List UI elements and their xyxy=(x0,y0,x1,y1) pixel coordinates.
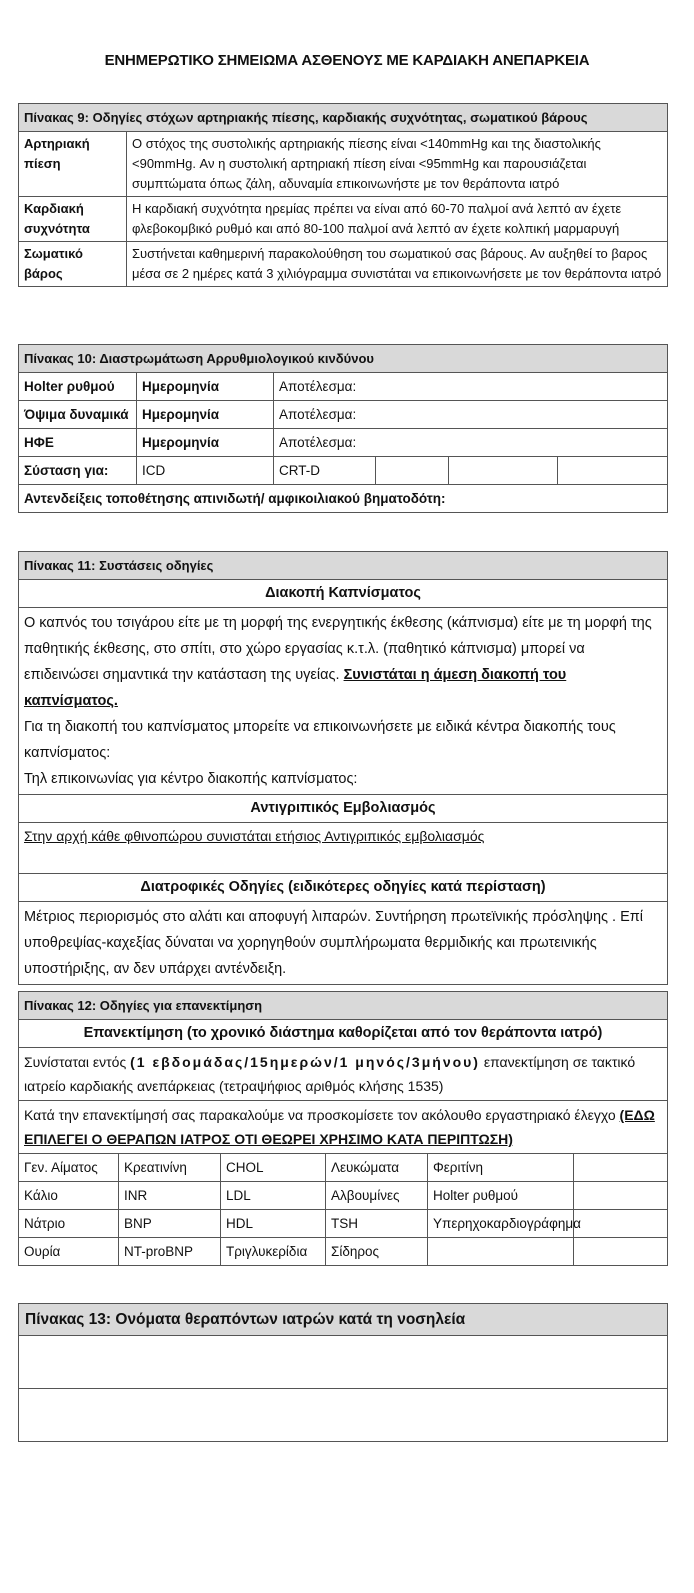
lab-cell[interactable]: NT-proBNP xyxy=(119,1238,221,1266)
lab-cell[interactable]: Κρεατινίνη xyxy=(119,1154,221,1182)
result-field[interactable]: Αποτέλεσμα: xyxy=(274,373,668,401)
lab-cell[interactable] xyxy=(428,1238,574,1266)
recheck-options[interactable]: (1 εβδομάδας/15ημερών/1 μηνός/3μήνου) xyxy=(130,1054,480,1070)
table-row xyxy=(19,373,668,401)
flu-text: Στην αρχή κάθε φθινοπώρου συνιστάται ετήσιος Αντιγριπικός εμβολιασμός xyxy=(24,828,485,844)
lab-cell[interactable]: CHOL xyxy=(221,1154,326,1182)
row-text: Η καρδιακή συχνότητα ηρεμίας πρέπει να είναι από 60-70 παλμοί ανά λεπτό αν έχετε φλεβοκομβικό ρυθμό και από 80-100 παλμοί ανά λεπτό αν έχετε κολπική μαρμαρυγή xyxy=(127,197,668,242)
contraindications-label: Αντενδείξεις τοποθέτησης απινιδωτή/ αμφικοιλιακού βηματοδότη: xyxy=(19,485,668,513)
smoking-emphasis: Συνιστάται η άμεση διακοπή του καπνίσματος. xyxy=(24,667,567,709)
blank-cell[interactable] xyxy=(449,457,558,485)
table-row xyxy=(19,1182,668,1210)
lab-cell[interactable]: Φεριτίνη xyxy=(428,1154,574,1182)
flu-title: Αντιγριπικός Εμβολιασμός xyxy=(19,795,668,823)
table-row xyxy=(19,429,668,457)
row-label: Καρδιακή συχνότητα xyxy=(19,197,127,242)
date-label: Ημερομηνία xyxy=(137,401,274,429)
diet-title: Διατροφικές Οδηγίες (ειδικότερες οδηγίες κατά περίσταση) xyxy=(19,874,668,902)
smoking-text: Ο καπνός του τσιγάρου είτε με τη μορφή της ενεργητικής έκθεσης (κάπνισμα) είτε με τη μορφή της παθητικής έκθεσης, στο σπίτι, στο χώρο εργασίας κ.τ.λ. (παθητικό κάπνισμα) μπορεί να επιδεινώσει σημαντικά την κατάσταση της υγείας. xyxy=(24,615,652,683)
lab-cell[interactable] xyxy=(574,1210,668,1238)
lab-cell[interactable]: TSH xyxy=(326,1210,428,1238)
recheck-prefix: Συνίσταται εντός xyxy=(24,1054,127,1070)
document-title: ΕΝΗΜΕΡΩΤΙΚΟ ΣΗΜΕΙΩΜΑ ΑΣΘΕΝΟΥΣ ΜΕ ΚΑΡΔΙΑΚΗ ΑΝΕΠΑΡΚΕΙΑ xyxy=(104,52,590,69)
lab-cell[interactable]: Υπερηχοκαρδιογράφημα xyxy=(428,1210,574,1238)
lab-cell[interactable]: Λευκώματα xyxy=(326,1154,428,1182)
lab-note: (ΕΔΩ ΕΠΙΛΕΓΕΙ Ο ΘΕΡΑΠΩΝ ΙΑΤΡΟΣ ΟΤΙ ΘΕΩΡΕΙ ΧΡΗΣΙΜΟ ΚΑΤΑ ΠΕΡΙΠΤΩΣΗ) xyxy=(24,1107,655,1147)
table-row xyxy=(19,1210,668,1238)
row-label: Σωματικό βάρος xyxy=(19,242,127,287)
table-13-header: Πίνακας 13: Ονόματα θεραπόντων ιατρών κατά τη νοσηλεία xyxy=(19,1304,668,1336)
smoking-section xyxy=(19,608,668,795)
lab-cell[interactable] xyxy=(574,1154,668,1182)
date-label: Ημερομηνία xyxy=(137,429,274,457)
physician-name-field[interactable] xyxy=(19,1336,668,1389)
table-row xyxy=(19,401,668,429)
lab-cell[interactable]: Αλβουμίνες xyxy=(326,1182,428,1210)
blank-cell[interactable] xyxy=(376,457,449,485)
table-row xyxy=(19,242,668,287)
table-row xyxy=(19,132,668,197)
row-label: Αρτηριακή πίεση xyxy=(19,132,127,197)
table-row xyxy=(19,1154,668,1182)
lab-cell[interactable] xyxy=(574,1238,668,1266)
recommendation-label: Σύσταση για: xyxy=(19,457,137,485)
reassessment-subtitle: Επανεκτίμηση (το χρονικό διάστημα καθορίζεται από τον θεράποντα ιατρό) xyxy=(19,1020,668,1048)
lab-cell[interactable]: Νάτριο xyxy=(19,1210,119,1238)
table-row xyxy=(19,197,668,242)
table-10-arrhythmia-risk xyxy=(18,344,668,513)
row-text: Ο στόχος της συστολικής αρτηριακής πίεσης είναι <140mmHg και της διαστολικής <90mmHg. Αν η συστολική αρτηριακή πίεση είναι <95mmHg και παρουσιάζεται συμπτώματα όπως ζάλη, αδυναμία επικοινωνήστε με τον θεράποντα ιατρό xyxy=(127,132,668,197)
flu-section xyxy=(19,823,668,874)
blank-cell[interactable] xyxy=(558,457,668,485)
lab-cell[interactable]: BNP xyxy=(119,1210,221,1238)
table-13-physicians xyxy=(18,1303,668,1442)
diet-text: Μέτριος περιορισμός στο αλάτι και αποφυγή λιπαρών. Συντήρηση πρωτεϊνικής πρόσληψης . Επί υποθρεψίας-καχεξίας δύναται να χορηγηθούν συμπλήρωματα θερμιδικής και πρωτεινικής υποστήριξης, αν δεν υπάρχει αντένδειξη. xyxy=(19,902,668,985)
lab-section xyxy=(19,1101,668,1154)
table-12-reassessment xyxy=(18,991,668,1266)
table-row xyxy=(19,457,668,485)
test-name: Όψιμα δυναμικά xyxy=(19,401,137,429)
physician-name-field[interactable] xyxy=(19,1389,668,1442)
table-9-targets xyxy=(18,103,668,287)
date-label: Ημερομηνία xyxy=(137,373,274,401)
lab-cell[interactable]: Σίδηρος xyxy=(326,1238,428,1266)
table-10-header: Πίνακας 10: Διαστρωμάτωση Αρρυθμιολογικού κινδύνου xyxy=(19,345,668,373)
lab-cell[interactable]: LDL xyxy=(221,1182,326,1210)
lab-cell[interactable]: Ουρία xyxy=(19,1238,119,1266)
option-icd[interactable]: ICD xyxy=(137,457,274,485)
lab-cell[interactable]: Κάλιο xyxy=(19,1182,119,1210)
table-11-header: Πίνακας 11: Συστάσεις οδηγίες xyxy=(19,552,668,580)
lab-cell[interactable]: Holter ρυθμού xyxy=(428,1182,574,1210)
table-12-header: Πίνακας 12: Οδηγίες για επανεκτίμηση xyxy=(19,992,668,1020)
table-11-recommendations xyxy=(18,551,668,985)
smoking-title: Διακοπή Καπνίσματος xyxy=(19,580,668,608)
test-name: Holter ρυθμού xyxy=(19,373,137,401)
lab-cell[interactable]: INR xyxy=(119,1182,221,1210)
lab-cell[interactable]: HDL xyxy=(221,1210,326,1238)
lab-cell[interactable] xyxy=(574,1182,668,1210)
row-text: Συστήνεται καθημερινή παρακολούθηση του σωματικού σας βάρους. Αν αυξηθεί το βαρος μέσα σε 2 ημέρες κατά 3 χιλιόγραμμα συνιστάται να επικοινωνήσετε με τον θεράποντα ιατρό xyxy=(127,242,668,287)
table-row xyxy=(19,1238,668,1266)
test-name: ΗΦΕ xyxy=(19,429,137,457)
smoking-centers: Για τη διακοπή του καπνίσματος μπορείτε να επικοινωνήσετε με ειδικά κέντρα διακοπής τους καπνίσματος: xyxy=(24,719,616,761)
result-field[interactable]: Αποτέλεσμα: xyxy=(274,401,668,429)
lab-cell[interactable]: Τριγλυκερίδια xyxy=(221,1238,326,1266)
recheck-suffix: επανεκτίμηση σε τακτικό ιατρείο καρδιακής ανεπάρκειας (τετραψήφιος αριθμός κλήσης 1535) xyxy=(24,1054,636,1094)
smoking-phone: Τηλ επικοινωνίας για κέντρο διακοπής καπνίσματος: xyxy=(24,771,358,787)
option-crtd[interactable]: CRT-D xyxy=(274,457,376,485)
table-row xyxy=(19,485,668,513)
recheck-section xyxy=(19,1048,668,1101)
lab-text: Κατά την επανεκτίμησή σας παρακαλούμε να προσκομίσετε τον ακόλουθο εργαστηριακό έλεγχο xyxy=(24,1107,616,1123)
result-field[interactable]: Αποτέλεσμα: xyxy=(274,429,668,457)
table-9-header: Πίνακας 9: Οδηγίες στόχων αρτηριακής πίεσης, καρδιακής συχνότητας, σωματικού βάρους xyxy=(19,104,668,132)
lab-cell[interactable]: Γεν. Αίματος xyxy=(19,1154,119,1182)
